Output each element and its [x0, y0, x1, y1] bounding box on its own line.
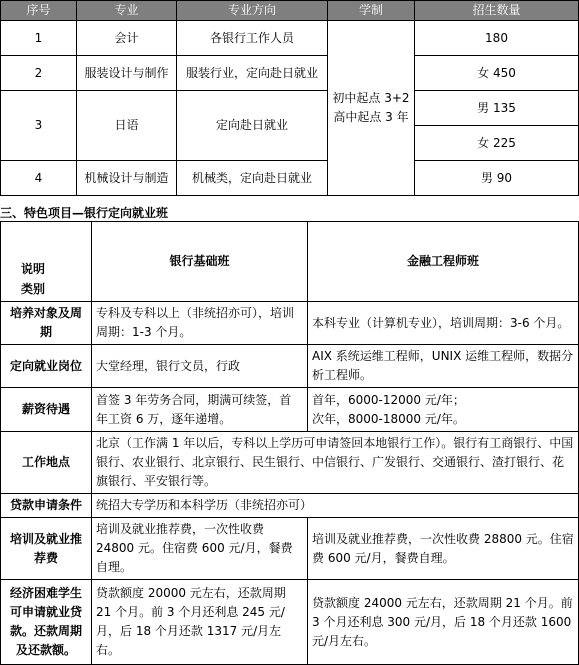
row-label: 培养对象及周期	[1, 302, 92, 345]
column-header: 银行基础班	[92, 222, 308, 302]
enrollment-header-row	[1, 1, 579, 21]
header-cell: 专业方向	[177, 1, 328, 21]
loan-condition-cell: 统招大专学历和本科学历（非统招亦可）	[92, 494, 579, 518]
count-cell: 女 225	[415, 126, 579, 161]
count-cell: 男 135	[415, 91, 579, 126]
direction-cell: 各银行工作人员	[177, 21, 328, 56]
table-row	[1, 388, 579, 432]
major-cell: 会计	[77, 21, 177, 56]
count-cell: 180	[415, 21, 579, 56]
school-system-line: 高中起点 3 年	[333, 110, 409, 124]
engineer-class-cell: 贷款额度 24000 元左右，还款周期 21 个月。前 3 个月还利息 300 元/月，后 18 个月还款 1600 元/月左右。	[308, 580, 579, 665]
row-label: 薪资待遇	[1, 388, 92, 432]
row-number: 3	[1, 91, 77, 161]
row-label: 定向就业岗位	[1, 345, 92, 388]
table-row	[1, 494, 579, 518]
bank-program-table	[0, 221, 579, 665]
row-number: 2	[1, 56, 77, 91]
salary-line: 次年，8000-18000 元/年。	[312, 411, 465, 426]
school-system-cell	[328, 21, 415, 196]
basic-class-cell: 培训及就业推荐费，一次性收费 24800 元。住宿费 600 元/月，餐费自理。	[92, 518, 308, 580]
basic-class-cell: 专科及专科以上（非统招亦可），培训周期：1-3 个月。	[92, 302, 308, 345]
table-row	[1, 580, 579, 665]
row-number: 1	[1, 21, 77, 56]
major-cell: 机械设计与制造	[77, 161, 177, 196]
section-heading: 三、特色项目—银行定向就业班	[0, 206, 169, 220]
direction-cell: 定向赴日就业	[177, 91, 328, 161]
corner-label: 说明	[21, 262, 46, 276]
table-row	[1, 56, 579, 91]
header-cell: 学制	[328, 1, 415, 21]
row-label: 经济困难学生可申请就业贷款。还款周期及还款额。	[1, 580, 92, 665]
basic-class-cell: 首签 3 年劳务合同，期满可续签，首年工资 6 万，逐年递增。	[92, 388, 308, 432]
work-location-cell: 北京（工作满 1 年以后，专科以上学历可申请签回本地银行工作）。银行有工商银行、中国银行、农业银行、北京银行、民生银行、中信银行、广发银行、交通银行、渣打银行、花旗银行、平安银行等。	[92, 432, 579, 494]
corner-cell	[1, 222, 92, 302]
table-row	[1, 21, 579, 56]
engineer-class-cell	[308, 388, 579, 432]
header-cell: 专业	[77, 1, 177, 21]
basic-class-cell: 大堂经理，银行文员，行政	[92, 345, 308, 388]
engineer-class-cell: 本科专业（计算机专业），培训周期：3-6 个月。	[308, 302, 579, 345]
table-row	[1, 91, 579, 126]
header-cell: 序号	[1, 1, 77, 21]
row-label: 培训及就业推荐费	[1, 518, 92, 580]
enrollment-table	[0, 0, 579, 196]
major-cell: 日语	[77, 91, 177, 161]
count-cell: 男 90	[415, 161, 579, 196]
row-number: 4	[1, 161, 77, 196]
header-cell: 招生数量	[415, 1, 579, 21]
table-row	[1, 302, 579, 345]
salary-line: 首年，6000-12000 元/年；	[312, 392, 465, 407]
direction-cell: 机械类，定向赴日就业	[177, 161, 328, 196]
table-row	[1, 161, 579, 196]
basic-class-cell: 贷款额度 20000 元左右，还款周期 21 个月。前 3 个月还利息 245 元/月，后 18 个月还款 1317 元/月左右。	[92, 580, 308, 665]
program-header-row	[1, 222, 579, 302]
table-row	[1, 432, 579, 494]
table-row	[1, 345, 579, 388]
major-cell: 服装设计与制作	[77, 56, 177, 91]
table-row	[1, 518, 579, 580]
engineer-class-cell: AIX 系统运维工程师，UNIX 运维工程师，数据分析工程师。	[308, 345, 579, 388]
corner-label: 类别	[21, 282, 46, 296]
direction-cell: 服装行业，定向赴日就业	[177, 56, 328, 91]
row-label: 贷款申请条件	[1, 494, 92, 518]
engineer-class-cell: 培训及就业推荐费，一次性收费 28800 元。住宿费 600 元/月，餐费自理。	[308, 518, 579, 580]
column-header: 金融工程师班	[308, 222, 579, 302]
row-label: 工作地点	[1, 432, 92, 494]
school-system-line: 初中起点 3+2	[332, 91, 410, 105]
count-cell: 女 450	[415, 56, 579, 91]
